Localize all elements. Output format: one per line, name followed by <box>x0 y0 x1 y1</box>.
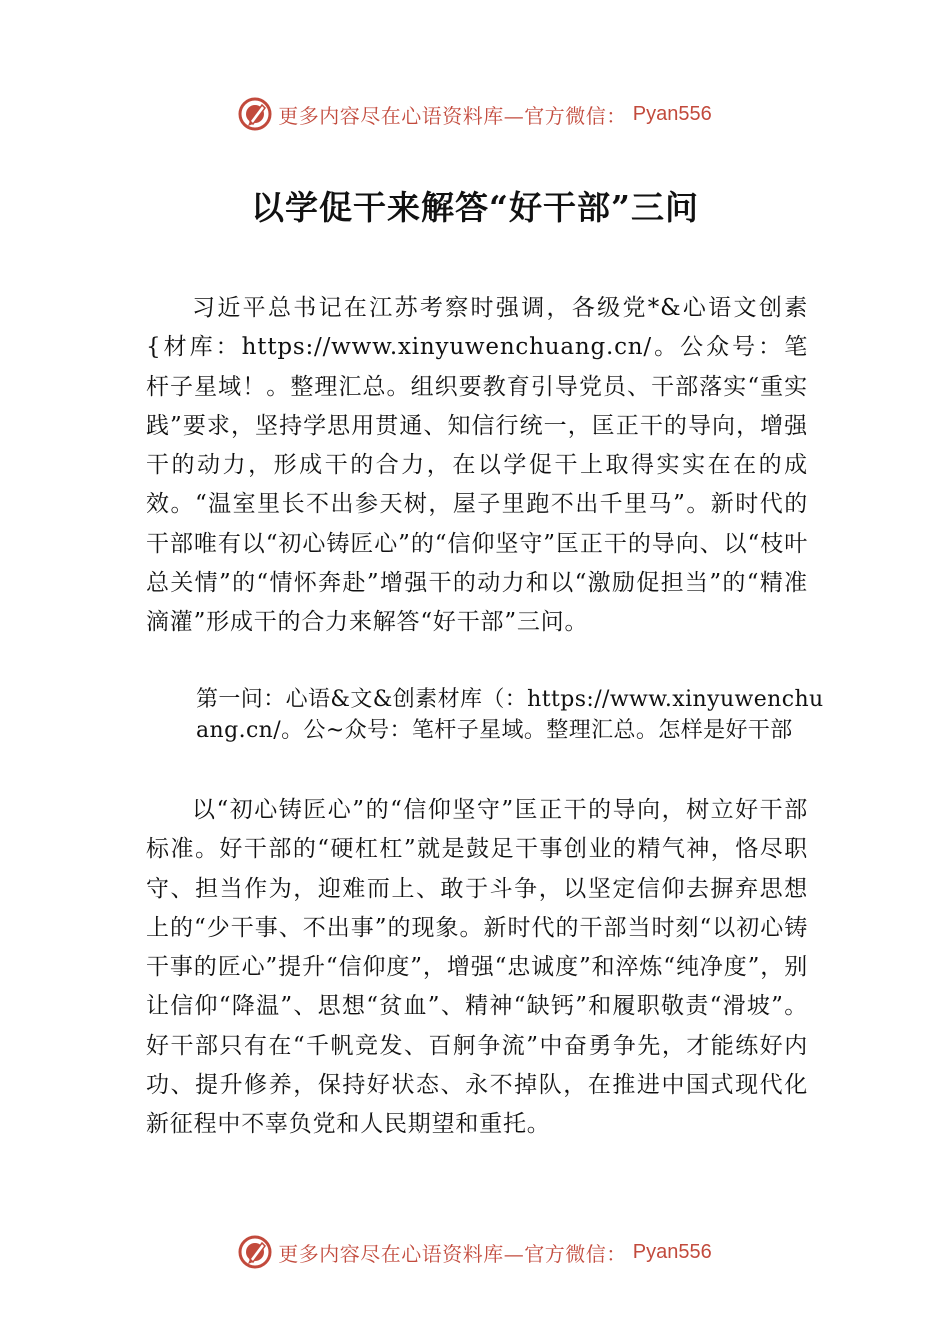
header-banner-text: 更多内容尽在心语资料库—官方微信： <box>278 103 627 128</box>
subheading-question-1: 第一问：心语&文&创素材库（：https://www.xinyuwenchuang.cn/。公~众号：笔杆子星域。整理汇总。怎样是好干部 <box>196 687 824 743</box>
footer-wechat-id: Pyan556 <box>632 1240 712 1263</box>
paragraph-intro: 习近平总书记在江苏考察时强调，各级党*&心语文创素{材库：https://www.xinyuwenchuang.cn/。公众号：笔杆子星域！。整理汇总。组织要教育引导党员、干部落实“重实践”要求，坚持学思用贯通、知信行统一，匡正干的导向，增强干的动力，形成干的合力，在以学促干上取得实实在在的成效。“温室里长不出参天树，屋子里跑不出千里马”。新时代的干部唯有以“初心铸匠心”的“信仰坚守”匡正干的导向、以“枝叶总关情”的“情怀奔赴”增强干的动力和以“激励促担当”的“精准滴灌”形成干的合力来解答“好干部”三问。 <box>146 295 808 636</box>
document-title: 以学促干来解答“好干部”三问 <box>251 188 699 227</box>
header-banner <box>0 92 950 136</box>
header-wechat-id: Pyan556 <box>632 102 712 125</box>
pen-logo-icon <box>238 97 272 131</box>
footer-banner <box>0 1230 950 1274</box>
paragraph-answer-1: 以“初心铸匠心”的“信仰坚守”匡正干的导向，树立好干部标准。好干部的“硬杠杠”就是鼓足干事创业的精气神，恪尽职守、担当作为，迎难而上、敢于斗争，以坚定信仰去摒弃思想上的“少干事、不出事”的现象。新时代的干部当时刻“以初心铸干事的匠心”提升“信仰度”，增强“忠诚度”和淬炼“纯净度”，别让信仰“降温”、思想“贫血”、精神“缺钙”和履职敬责“滑坡”。好干部只有在“千帆竞发、百舸争流”中奋勇争先，才能练好内功、提升修养，保持好状态、永不掉队，在推进中国式现代化新征程中不辜负党和人民期望和重托。 <box>146 797 808 1138</box>
footer-banner-text: 更多内容尽在心语资料库—官方微信： <box>278 1241 627 1266</box>
pen-logo-icon <box>238 1235 272 1269</box>
